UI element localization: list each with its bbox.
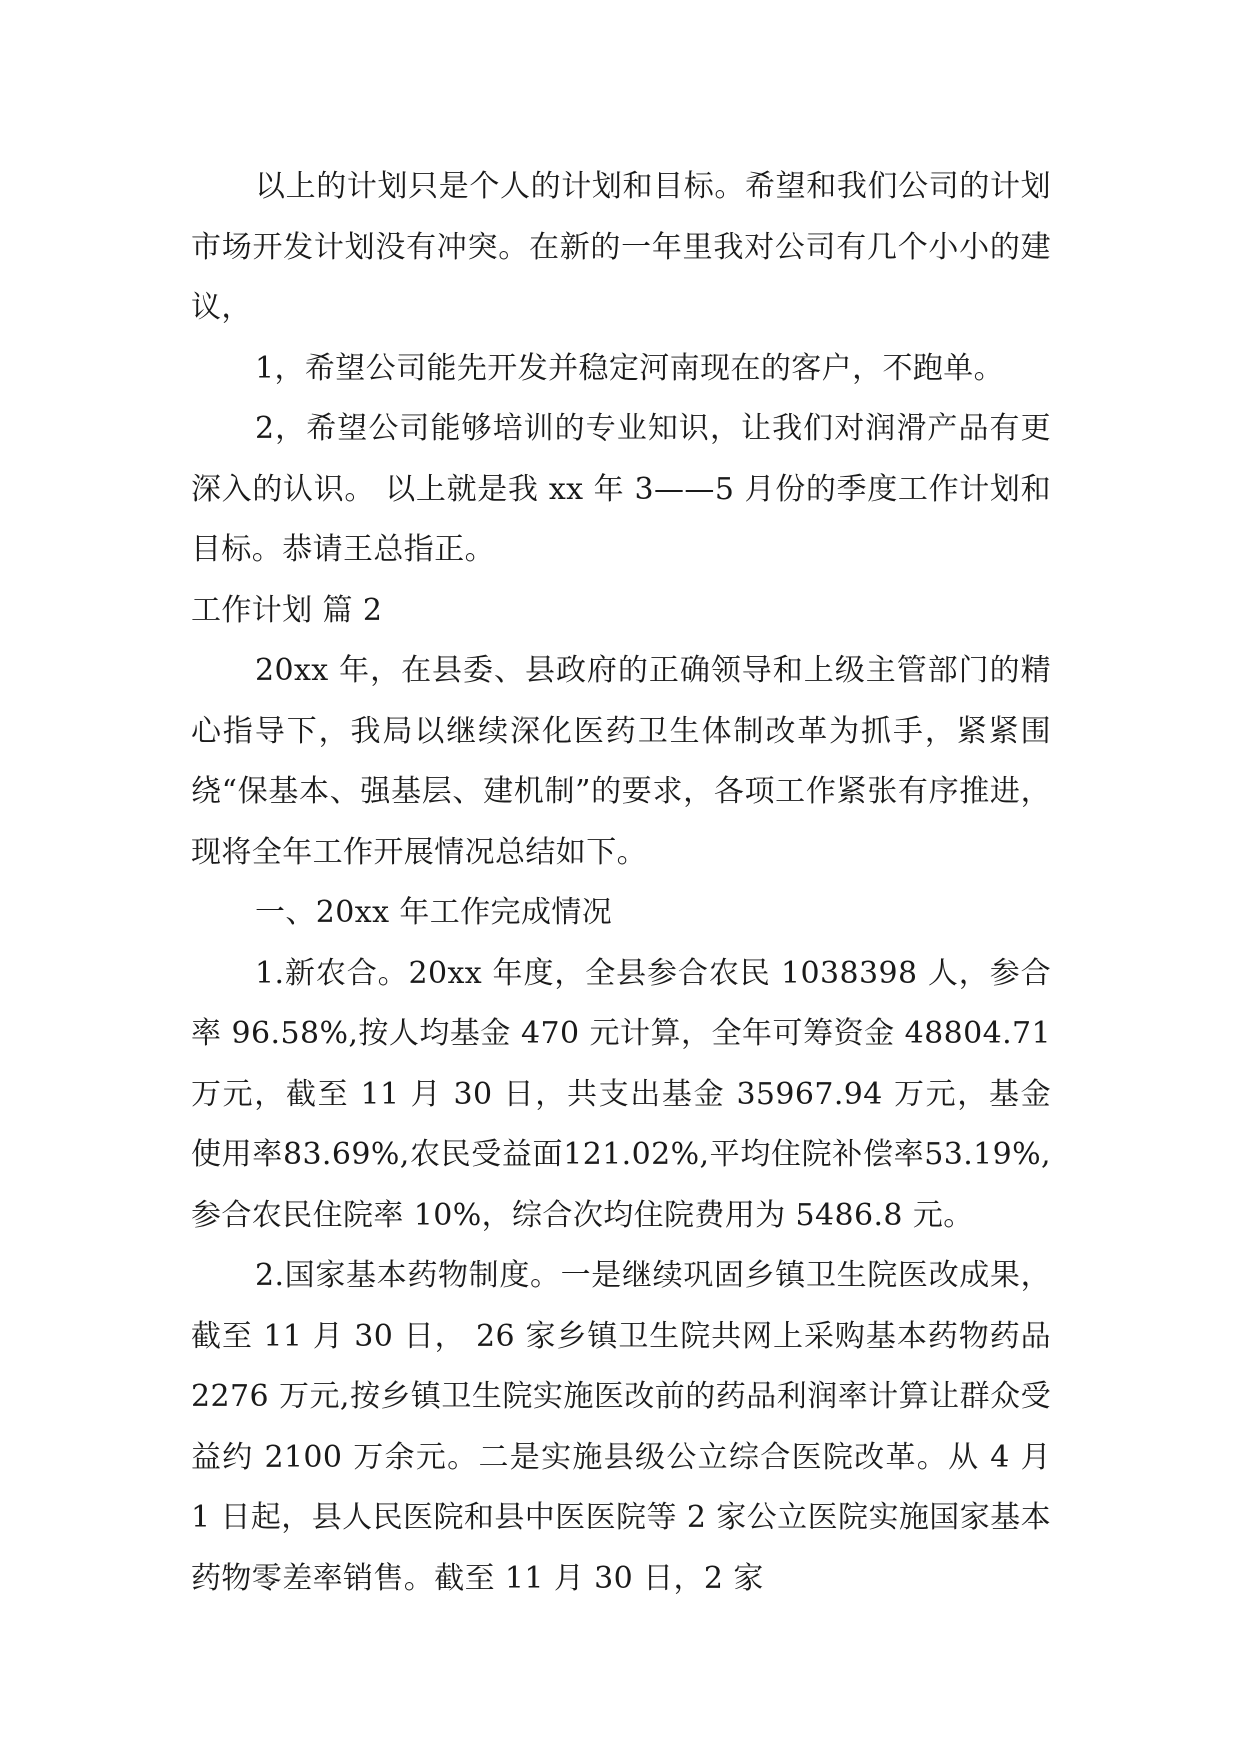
paragraph-section-title: 一、20xx 年工作完成情况 [255,895,613,930]
document-body [191,157,1051,1609]
paragraph-essential-drugs: 2.国家基本药物制度。一是继续巩固乡镇卫生院医改成果，截至 11 月 30 日， 26 家乡镇卫生院共网上采购基本药物药品 2276 万元,按乡镇卫生院实施医改前的药品利润率计算让群众受益约 2100 万余元。二是实施县级公立综合医院改革。从 4 月 1 日起，县人民医院和县中医医院等 2 家公立医院实施国家基本药物零差率销售。截至 11 月 30 日，2 家 [191,1258,1051,1596]
section-heading: 工作计划 篇 2 [191,592,383,628]
paragraph-suggestion-1: 1，希望公司能先开发并稳定河南现在的客户，不跑单。 [255,350,1005,386]
paragraph-new-rural-coop: 1.新农合。20xx 年度，全县参合农民 1038398 人，参合率 96.58%,按人均基金 470 元计算，全年可筹资金 48804.71万元，截至 11 月 30 日，共支出基金 35967.94 万元，基金使用率83.69%,农民受益面121.02%,平均住院补偿率53.19%,参合农民住院率 10%，综合次均住院费用为 5486.8 元。 [191,955,1051,1233]
paragraph-plan-summary: 以上的计划只是个人的计划和目标。希望和我们公司的计划市场开发计划没有冲突。在新的一年里我对公司有几个小小的建议， [191,169,1051,325]
paragraph-intro: 20xx 年，在县委、县政府的正确领导和上级主管部门的精心指导下，我局以继续深化医药卫生体制改革为抓手，紧紧围绕“保基本、强基层、建机制”的要求，各项工作紧张有序推进，现将全年工作开展情况总结如下。 [191,653,1051,870]
paragraph-suggestion-2: 2，希望公司能够培训的专业知识，让我们对润滑产品有更深入的认识。 以上就是我 xx 年 3——5 月份的季度工作计划和目标。恭请王总指正。 [191,411,1051,567]
